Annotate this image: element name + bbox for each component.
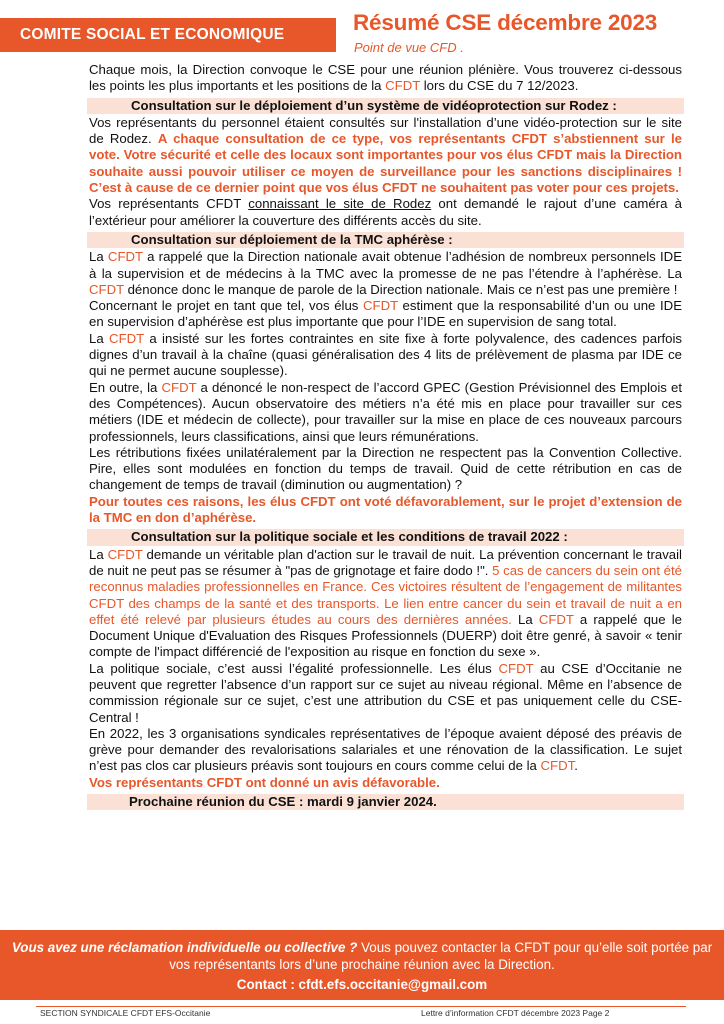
section2-conclusion: Pour toutes ces raisons, les élus CFDT ont voté défavorablement, sur le projet d’extension de la TMC en don d’aphérèse.	[89, 493, 682, 526]
s2-text: a insisté sur les fortes contraintes en site fixe à forte polyvalence, des cadences parfois dignes d’un travail à la chaîne (quasi généralisation des 4 lits de prélèvement de plasma par IDE ce qui ne permet aucune souplesse).	[89, 330, 682, 379]
cfdt-mention: CFDT	[89, 281, 124, 297]
s2-text: dénonce donc le manque de parole de la Direction nationale. Mais ce n’est pas une première !	[123, 281, 678, 297]
s2-text: a rappelé que la Direction nationale avait obtenue l’adhésion de nombreux personnels IDE à la supervision et de médecins à la TMC avec la promesse de ne pas l’étendre à l’aphérèse. La	[89, 249, 682, 281]
s3-highlight: 5 cas de cancers du sein ont été reconnus maladies professionnelles en France. Ces victoires résultent de l’engagement de militantes CFDT des champs de la santé et des transports. Le lien entre cancer du sein et travail de nuit a en effet été relevé par plusieurs études au cours des dernières années.	[89, 562, 682, 627]
s1-text-2: Vos représentants CFDT	[89, 196, 249, 212]
section2-paragraph-2	[89, 298, 682, 331]
section3-conclusion: Vos représentants CFDT ont donné un avis défavorable.	[89, 774, 440, 790]
s3-text: En 2022, les 3 organisations syndicales représentatives de l’époque avaient déposé des préavis de grève pour demander des revalorisations salariales et une rénovation de la classification. Le sujet n’est pas clos car plusieurs préavis sont toujours en cours comme celui de la	[89, 725, 682, 774]
page-title: Résumé CSE décembre 2023	[353, 10, 658, 35]
s3-text: a rappelé que le Document Unique d'Evaluation des Risques Professionnels (DUERP) doit être genré, à savoir « tenir compte de l'impact différencié de l'exposition au risque en fonction du sexe ».	[89, 611, 682, 660]
s3-text: La	[511, 611, 539, 627]
s3-text: La politique sociale, c’est aussi l’égalité professionnelle. Les élus	[89, 660, 499, 676]
s3-text: demande un véritable plan d'action sur le travail de nuit. La prévention concernant le travail de nuit ne peut pas se résumer à "pas de grignotage et faire dodo !".	[89, 546, 682, 578]
cfdt-mention: CFDT	[363, 298, 398, 314]
s3-text: La	[89, 546, 108, 562]
section1-paragraph-2	[89, 196, 682, 229]
s2-text: En outre, la	[89, 379, 162, 395]
intro-text-end: lors du CSE du 7 12/2023.	[420, 78, 579, 94]
cfdt-mention: CFDT	[107, 249, 143, 265]
s2-text: La	[89, 249, 108, 265]
section-heading-videoprotection: Consultation sur le déploiement d’un système de vidéoprotection sur Rodez :	[87, 98, 684, 114]
cfdt-mention: CFDT	[161, 379, 197, 395]
s1-text: Vos représentants du personnel étaient consultés sur l'installation d’une vidéo-protection sur le site de Rodez.	[89, 114, 682, 147]
intro-text: Chaque mois, la Direction convoque le CSE pour une réunion plénière. Vous trouverez ci-dessous les points les plus importants et les positions de la	[89, 62, 682, 94]
section1-paragraph-1	[89, 115, 682, 196]
s3-text: .	[574, 758, 578, 774]
cfdt-mention: CFDT	[540, 758, 575, 774]
cfdt-mention: CFDT	[498, 660, 534, 676]
footer-question: Vous avez une réclamation individuelle ou collective ?	[11, 940, 358, 955]
cfdt-mention: CFDT	[107, 546, 143, 562]
article-body	[89, 62, 682, 810]
footer-divider	[36, 1006, 686, 1007]
s2-text: estiment que la responsabilité d’un ou une IDE en supervision d’aphérèse est plus importante que pour l’IDE en supervision de sang total.	[89, 298, 682, 330]
footer-page-info: Lettre d’information CFDT décembre 2023 Page 2	[421, 1008, 610, 1018]
section2-paragraph-3	[89, 331, 682, 380]
footer-contact-band	[0, 930, 724, 1000]
section3-paragraph-3	[89, 726, 682, 775]
section3-paragraph-1	[89, 547, 682, 661]
s3-text: au CSE d’Occitanie ne peuvent que regretter l’absence d’un rapport sur ce sujet au niveau régional. Même en l’absence de commission régionale sur ce sujet, c’est une attribution du CSE et pas uniquement celle du CSE-Central !	[89, 660, 682, 725]
intro-paragraph	[89, 62, 682, 95]
cfdt-mention: CFDT	[109, 330, 144, 346]
contact-email[interactable]: Contact : cfdt.efs.occitanie@gmail.com	[236, 977, 488, 992]
s1-underlined: connaissant le site de Rodez	[248, 196, 432, 212]
cfdt-mention: CFDT	[538, 611, 574, 627]
footer-section-label: SECTION SYNDICALE CFDT EFS-Occitanie	[40, 1008, 211, 1018]
next-meeting-banner: Prochaine réunion du CSE : mardi 9 janvier 2024.	[87, 794, 684, 810]
s1-highlight: A chaque consultation de ce type, vos représentants CFDT s’abstiennent sur le vote. Votre sécurité et celle des locaux sont importantes pour vos élus CFDT mais la Direction souhaite aussi pouvoir utiliser ce moyen de surveillance pour les sanctions disciplinaires ! C’est à cause de ce dernier point que vos élus CFDT ne souhaitent pas voter pour ces projets.	[89, 131, 682, 196]
section2-paragraph-1	[89, 249, 682, 298]
section-heading-politique-sociale: Consultation sur la politique sociale et les conditions de travail 2022 :	[87, 529, 684, 545]
section2-paragraph-4	[89, 380, 682, 445]
s1-text-3: ont demandé le rajout d’une caméra à l’extérieur pour améliorer la couverture des différents accès du site.	[89, 196, 682, 228]
footer-text: Vous pouvez contacter la CFDT pour qu’elle soit portée par vos représentants lors d’une prochaine réunion avec la Direction.	[169, 940, 713, 972]
section3-paragraph-2	[89, 661, 682, 726]
section2-paragraph-5: Les rétributions fixées unilatéralement par la Direction ne respectent pas la Convention Collective. Pire, elles sont modulées en fonction du temps de travail. Quid de cette rétribution en cas de changement de temps de travail (diminution ou augmentation) ?	[89, 444, 682, 493]
s2-text: Concernant le projet en tant que tel, vos élus	[89, 298, 364, 314]
s2-text: La	[89, 330, 110, 346]
s2-text: a dénoncé le non-respect de l’accord GPEC (Gestion Prévisionnel des Emplois et des Compétences). Aucun observatoire des métiers n’a été mis en place pour travailler sur ces métiers (IDE et médecin de collecte), pour travailler sur la mise en place de ces nouveaux parcours professionnels, leurs classifications, ainsi que leurs rémunérations.	[89, 379, 682, 444]
header-band: COMITE SOCIAL ET ECONOMIQUE	[0, 18, 336, 52]
page-subtitle: Point de vue CFD .	[354, 40, 464, 55]
section-heading-tmc: Consultation sur déploiement de la TMC aphérèse :	[87, 232, 684, 248]
cfdt-mention: CFDT	[385, 78, 421, 94]
